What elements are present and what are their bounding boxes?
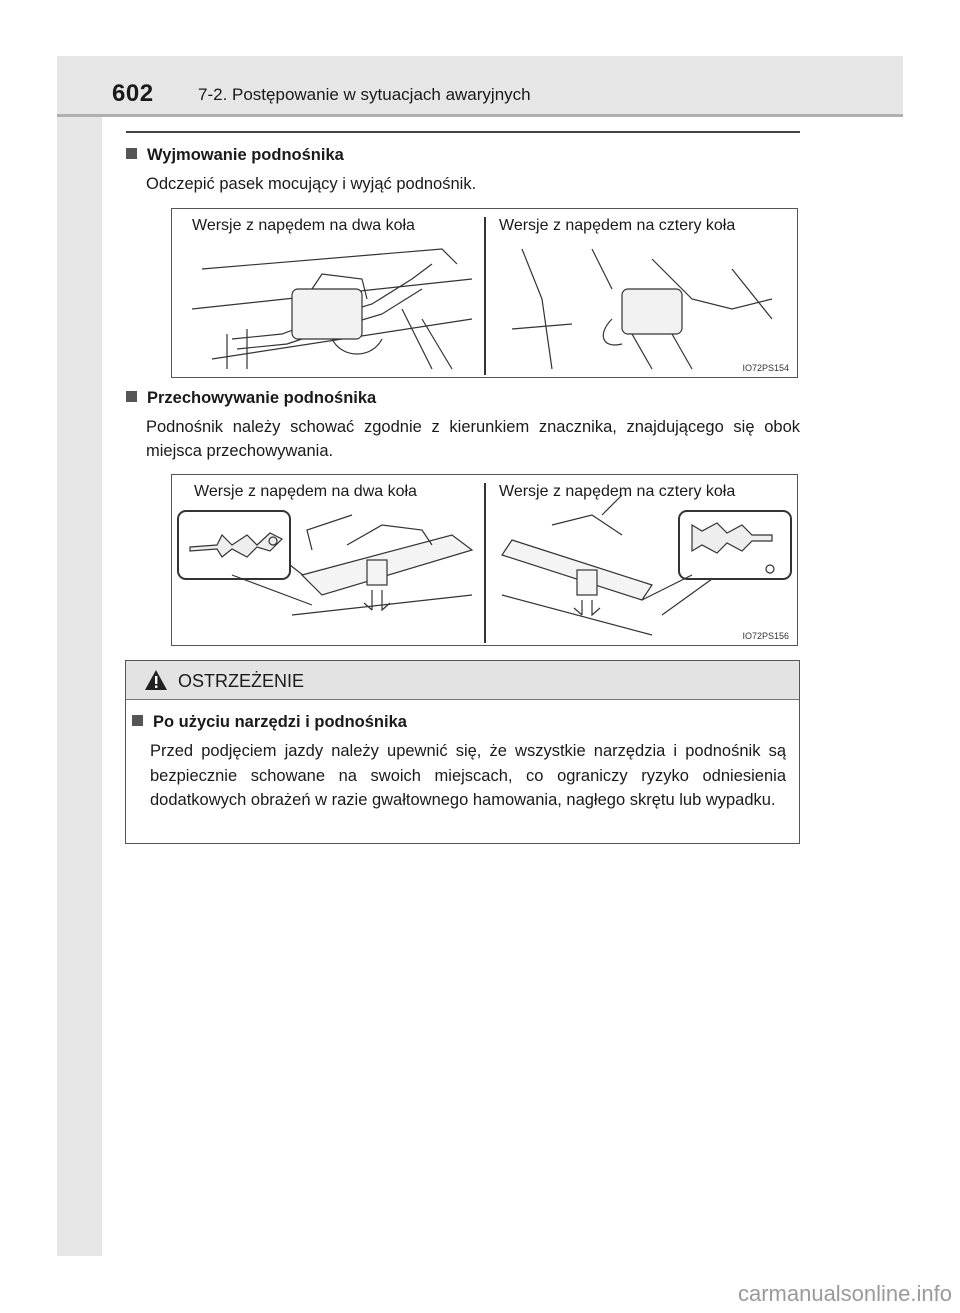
bullet-square-icon (126, 391, 137, 402)
warning-title: OSTRZEŻENIE (178, 671, 305, 691)
figure-caption-4wd: Wersje z napędem na cztery koła (499, 483, 736, 500)
section-body-text: Odczepić pasek mocujący i wyjąć podnośnik. (146, 175, 477, 193)
warning-triangle-icon (144, 669, 168, 691)
left-margin-band (57, 56, 102, 1256)
figure-storing-jack (171, 474, 798, 646)
warning-box (125, 660, 800, 844)
header-underline (57, 114, 903, 117)
figure-divider (484, 483, 486, 643)
chapter-title: 7-2. Postępowanie w sytuacjach awaryjnych (198, 85, 531, 104)
figure-code: IO72PS156 (742, 631, 789, 641)
warning-header (126, 661, 799, 700)
figure-caption-2wd: Wersje z napędem na dwa koła (194, 483, 417, 500)
figure-caption-4wd: Wersje z napędem na cztery koła (499, 217, 736, 234)
warning-text: Przed podjęciem jazdy należy upewnić się, że wszystkie narzędzia i podnośnik są bezpiecznie schowane na swoich miejscach, co ograniczy ryzyko odniesienia dodatkowych obrażeń w razie gwałtownego hamowania, nagłego skrętu lub wypadku. (150, 742, 786, 809)
bullet-square-icon (126, 148, 137, 159)
section-heading-text: Przechowywanie podnośnika (147, 389, 377, 407)
figure-caption-2wd: Wersje z napędem na dwa koła (192, 217, 415, 234)
section-rule (126, 131, 800, 133)
figure-divider (484, 217, 486, 375)
section-heading-storing-jack (126, 389, 376, 408)
footer-watermark: carmanualsonline.info (737, 1281, 952, 1306)
bullet-square-icon (132, 715, 143, 726)
warning-subheading (132, 713, 407, 732)
figure-code: IO72PS154 (742, 363, 789, 373)
section-heading-removing-jack (126, 146, 344, 165)
figure-removing-jack (171, 208, 798, 378)
warning-subheading-text: Po użyciu narzędzi i podnośnika (153, 713, 407, 731)
section-heading-text: Wyjmowanie podnośnika (147, 146, 344, 164)
section-body-text: Podnośnik należy schować zgodnie z kierunkiem znacznika, znajdującego się obok miejsca przechowywania. (146, 418, 800, 460)
page-number: 602 (112, 80, 154, 107)
